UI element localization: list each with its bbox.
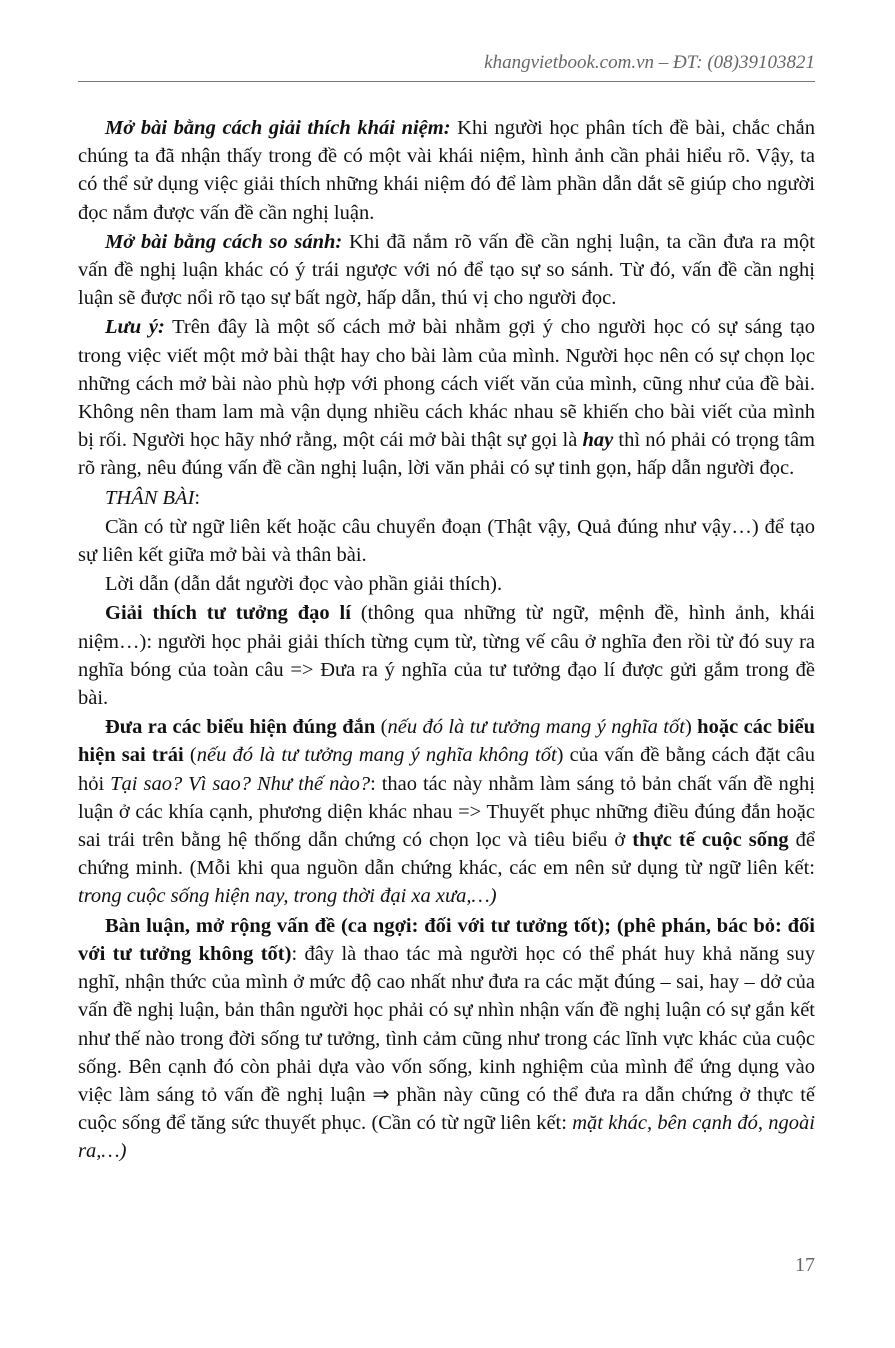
text-run: để chứng minh. (Mỗi khi qua nguồn dẫn chứng khác, các em nên sử dụng từ ngữ liên kết: xyxy=(78,829,815,880)
emphasized-text: mặt khác, bên cạnh đó, ngoài ra,…) xyxy=(78,1112,815,1163)
text-run: ( xyxy=(183,744,197,767)
emphasized-text: nếu đó là tư tưởng mang ý nghĩa không tốt xyxy=(196,744,557,767)
paragraph xyxy=(78,599,815,712)
page-number: 17 xyxy=(795,1254,815,1276)
page-header: khangvietbook.com.vn – ĐT: (08)39103821 xyxy=(484,52,815,73)
text-run: Lời dẫn (dẫn dắt người đọc vào phần giải thích). xyxy=(105,573,503,596)
emphasized-text: thực tế cuộc sống xyxy=(632,829,789,852)
paragraph xyxy=(78,713,815,910)
emphasized-text: nếu đó là tư tưởng mang ý nghĩa tốt xyxy=(387,716,685,739)
page-body xyxy=(78,114,815,1167)
emphasized-text: hay xyxy=(582,429,614,452)
emphasized-text: Đưa ra các biểu hiện đúng đắn xyxy=(105,716,376,739)
emphasized-text: Mở bài bằng cách giải thích khái niệm: xyxy=(105,117,451,139)
text-run: Khi đã nắm rõ vấn đề cần nghị luận, ta cần đưa ra một vấn đề nghị luận khác có ý trái ngược với nó để tạo sự so sánh. Từ đó, vấn đề cần nghị luận sẽ được nổi rõ tạo sự bất ngờ, hấp dẫn, thú vị cho người đọc. xyxy=(78,230,816,310)
paragraph xyxy=(78,114,815,227)
text-run: thì nó phải có trọng tâm rõ ràng, nêu đúng vấn đề cần nghị luận, lời văn phải có sự tinh gọn, hấp dẫn người đọc. xyxy=(78,429,815,480)
text-run: ) của vấn đề bằng cách đặt câu hỏi xyxy=(78,744,816,795)
emphasized-text: hoặc các biểu hiện sai trái xyxy=(78,716,816,767)
header-divider xyxy=(78,81,815,82)
text-run: : xyxy=(194,486,201,509)
emphasized-text: Giải thích tư tưởng đạo lí xyxy=(105,602,351,625)
emphasized-text: Tại sao? Vì sao? Như thế nào? xyxy=(110,772,371,795)
text-run: : đây là thao tác mà người học có thể phát huy khả năng suy nghĩ, nhận thức của mình ở mức độ cao nhất như đưa ra các mặt đúng – sai, hay – dở của vấn đề nghị luận, bản thân người học phải có sự nhìn nhận vấn đề nghị luận có sự gắn kết như thế nào trong đời sống tư tưởng, tình cảm cũng như trong các lĩnh vực khác của cuộc sống. Bên cạnh đó còn phải dựa vào vốn sống, kinh nghiệm của mình để ứng dụng vào việc làm sáng tỏ vấn đề nghị luận ⇒ phần này cũng có thể đưa ra dẫn chứng ở thực tế cuộc sống để tăng sức thuyết phục. (Cần có từ ngữ liên kết: xyxy=(78,942,815,1135)
paragraph xyxy=(78,313,815,482)
paragraph xyxy=(78,513,815,569)
paragraph xyxy=(78,228,815,313)
text-run: Cần có từ ngữ liên kết hoặc câu chuyển đoạn (Thật vậy, Quả đúng như vậy…) để tạo sự liên kết giữa mở bài và thân bài. xyxy=(78,515,815,567)
paragraph xyxy=(78,912,815,1166)
emphasized-text: Lưu ý: xyxy=(105,316,165,339)
emphasized-text: THÂN BÀI xyxy=(105,486,195,509)
emphasized-text: trong cuộc sống hiện nay, trong thời đại xa xưa,…) xyxy=(78,885,497,908)
emphasized-text: Bàn luận, mở rộng vấn đề (ca ngợi: đối với tư tưởng tốt); (phê phán, bác bỏ: đối với tư tưởng không tốt) xyxy=(78,914,815,965)
text-run: (thông qua những từ ngữ, mệnh đề, hình ảnh, khái niệm…): người học phải giải thích từng cụm từ, từng vế câu ở nghĩa đen rồi từ đó suy ra nghĩa bóng của toàn câu => Đưa ra ý nghĩa của tư tưởng đạo lí được gửi gắm trong đề bài. xyxy=(78,602,815,710)
text-run: Khi người học phân tích đề bài, chắc chắn chúng ta đã nhận thấy trong đề có một vài khái niệm, hình ảnh cần phải hiểu rõ. Vậy, ta có thể sử dụng việc giải thích những khái niệm đó để làm phần dẫn dắt sẽ giúp cho người đọc nắm được vấn đề cần nghị luận. xyxy=(78,117,816,224)
text-run: Trên đây là một số cách mở bài nhằm gợi ý cho người học có sự sáng tạo trong việc viết một mở bài thật hay cho bài làm của mình. Người học nên có sự chọn lọc những cách mở bài nào phù hợp với phong cách viết văn của mình, cũng như của đề bài. Không nên tham lam mà vận dụng nhiều cách khác nhau sẽ khiến cho bài viết của mình bị rối. Người học hãy nhớ rằng, một cái mở bài thật sự gọi là xyxy=(78,316,816,452)
text-run: ) xyxy=(684,716,698,739)
emphasized-text: Mở bài bằng cách so sánh: xyxy=(105,230,343,253)
paragraph xyxy=(78,570,815,598)
text-run: ( xyxy=(375,716,388,739)
text-run: : thao tác này nhằm làm sáng tỏ bản chất vấn đề nghị luận ở các khía cạnh, phương diện khác nhau => Thuyết phục những điều đúng đắn hoặc sai trái trên bằng hệ thống dẫn chứng có chọn lọc và tiêu biểu ở xyxy=(78,772,815,852)
paragraph xyxy=(78,484,815,512)
